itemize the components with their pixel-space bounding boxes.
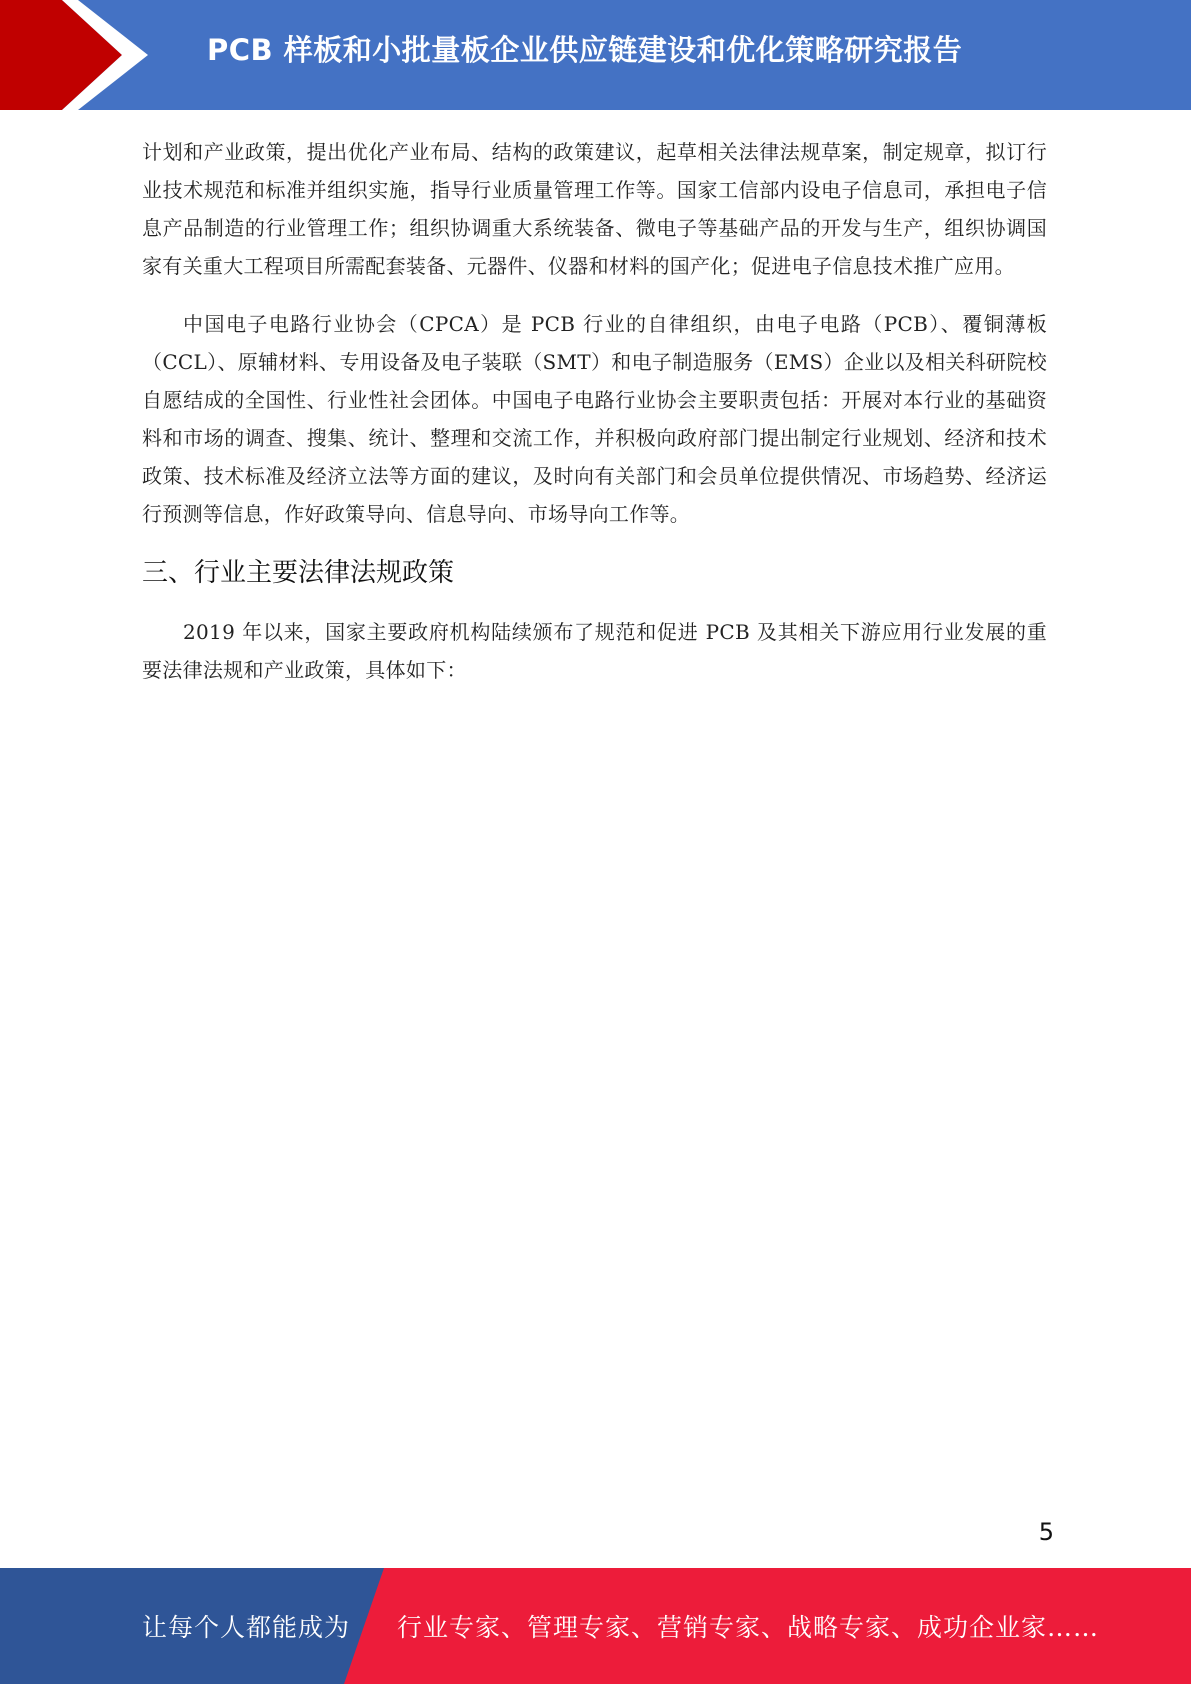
footer-slogan-right: 行业专家、管理专家、营销专家、战略专家、成功企业家…… <box>397 1613 1100 1642</box>
paragraph-cpca: 中国电子电路行业协会（CPCA）是 PCB 行业的自律组织，由电子电路（PCB）、覆铜薄板（CCL）、原辅材料、专用设备及电子装联（SMT）和电子制造服务（EMS）企业以及相关科研院校自愿结成的全国性、行业性社会团体。中国电子电路行业协会主要职责包括：开展对本行业的基础资料和市场的调查、搜集、统计、整理和交流工作，并积极向政府部门提出制定行业规划、经济和技术政策、技术标准及经济立法等方面的建议，及时向有关部门和会员单位提供情况、市场趋势、经济运行预测等信息，作好政策导向、信息导向、市场导向工作等。 <box>142 312 1047 526</box>
page-footer <box>0 1568 1191 1684</box>
paragraph-ministry-duties: 计划和产业政策，提出优化产业布局、结构的政策建议，起草相关法律法规草案，制定规章，拟订行业技术规范和标准并组织实施，指导行业质量管理工作等。国家工信部内设电子信息司，承担电子信息产品制造的行业管理工作；组织协调重大系统装备、微电子等基础产品的开发与生产，组织协调国家有关重大工程项目所需配套装备、元器件、仪器和材料的国产化；促进电子信息技术推广应用。 <box>142 140 1047 278</box>
page-number: 5 <box>1038 1518 1054 1546</box>
paragraph-policy-intro: 2019 年以来，国家主要政府机构陆续颁布了规范和促进 PCB 及其相关下游应用行业发展的重要法律法规和产业政策，具体如下： <box>142 620 1047 682</box>
page-header <box>0 0 1191 110</box>
section-heading-laws-policies: 三、行业主要法律法规政策 <box>142 558 455 588</box>
header-chevron-decoration <box>0 0 160 110</box>
report-title: PCB 样板和小批量板企业供应链建设和优化策略研究报告 <box>207 33 963 67</box>
footer-slogan-left: 让每个人都能成为 <box>142 1613 351 1642</box>
document-body <box>142 133 1047 689</box>
